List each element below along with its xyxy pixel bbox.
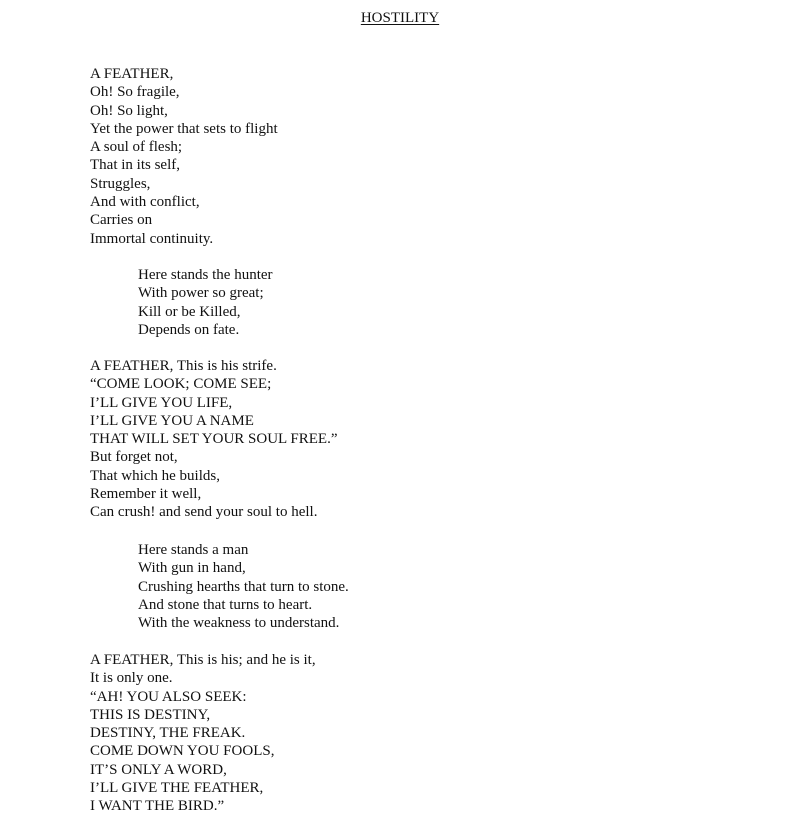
poem-line: A FEATHER, This is his; and he is it, (90, 652, 316, 668)
poem-line: I WANT THE BIRD.” (90, 798, 225, 815)
poem-line: With the weakness to understand. (138, 615, 340, 632)
poem-line: It is only one. (90, 670, 173, 687)
poem-line: Crushing hearths that turn to stone. (138, 578, 349, 595)
stanza-5 (90, 651, 316, 816)
poem-line: Struggles, (90, 175, 151, 192)
poem-line: With power so great; (138, 285, 264, 302)
poem-line: Yet the power that sets to flight (90, 120, 278, 137)
poem-line: Here stands a man (138, 542, 249, 558)
poem-line: I’LL GIVE YOU LIFE, (90, 394, 233, 411)
poem-line: That in its self, (90, 157, 180, 174)
poem-line: I’LL GIVE THE FEATHER, (90, 780, 264, 797)
poem-line: Depends on fate. (138, 321, 240, 338)
stanza-2 (138, 266, 273, 339)
poem-line: I’LL GIVE YOU A NAME (90, 412, 254, 429)
poem-line: Immortal continuity. (90, 230, 214, 247)
poem-line: That which he builds, (90, 467, 220, 484)
poem-line: THIS IS DESTINY, (90, 706, 211, 723)
poem-line: Kill or be Killed, (138, 303, 241, 320)
poem-line: Can crush! and send your soul to hell. (90, 504, 318, 521)
stanza-4 (138, 541, 349, 632)
poem-line: DESTINY, THE FREAK. (90, 725, 246, 742)
poem-line: Oh! So light, (90, 102, 168, 119)
poem-line: A FEATHER, (90, 66, 174, 82)
poem-line: Oh! So fragile, (90, 84, 180, 101)
poem-line: Carries on (90, 212, 153, 229)
poem-line: COME DOWN YOU FOOLS, (90, 743, 275, 760)
poem-line: “COME LOOK; COME SEE; (90, 376, 272, 393)
poem-line: Here stands the hunter (138, 267, 273, 283)
poem-line: A FEATHER, This is his strife. (90, 358, 277, 374)
poem-line: A soul of flesh; (90, 139, 183, 156)
poem-line: And with conflict, (90, 194, 200, 211)
poem-line: With gun in hand, (138, 560, 246, 577)
poem-title: HOSTILITY (360, 10, 440, 26)
poem-line: Remember it well, (90, 486, 202, 503)
poem-line: THAT WILL SET YOUR SOUL FREE.” (90, 431, 338, 448)
poem-line: IT’S ONLY A WORD, (90, 761, 227, 778)
poem-line: And stone that turns to heart. (138, 596, 313, 613)
poem-line: But forget not, (90, 449, 178, 466)
poem-line: “AH! YOU ALSO SEEK: (90, 688, 247, 705)
stanza-1 (90, 65, 278, 248)
stanza-3 (90, 357, 338, 522)
